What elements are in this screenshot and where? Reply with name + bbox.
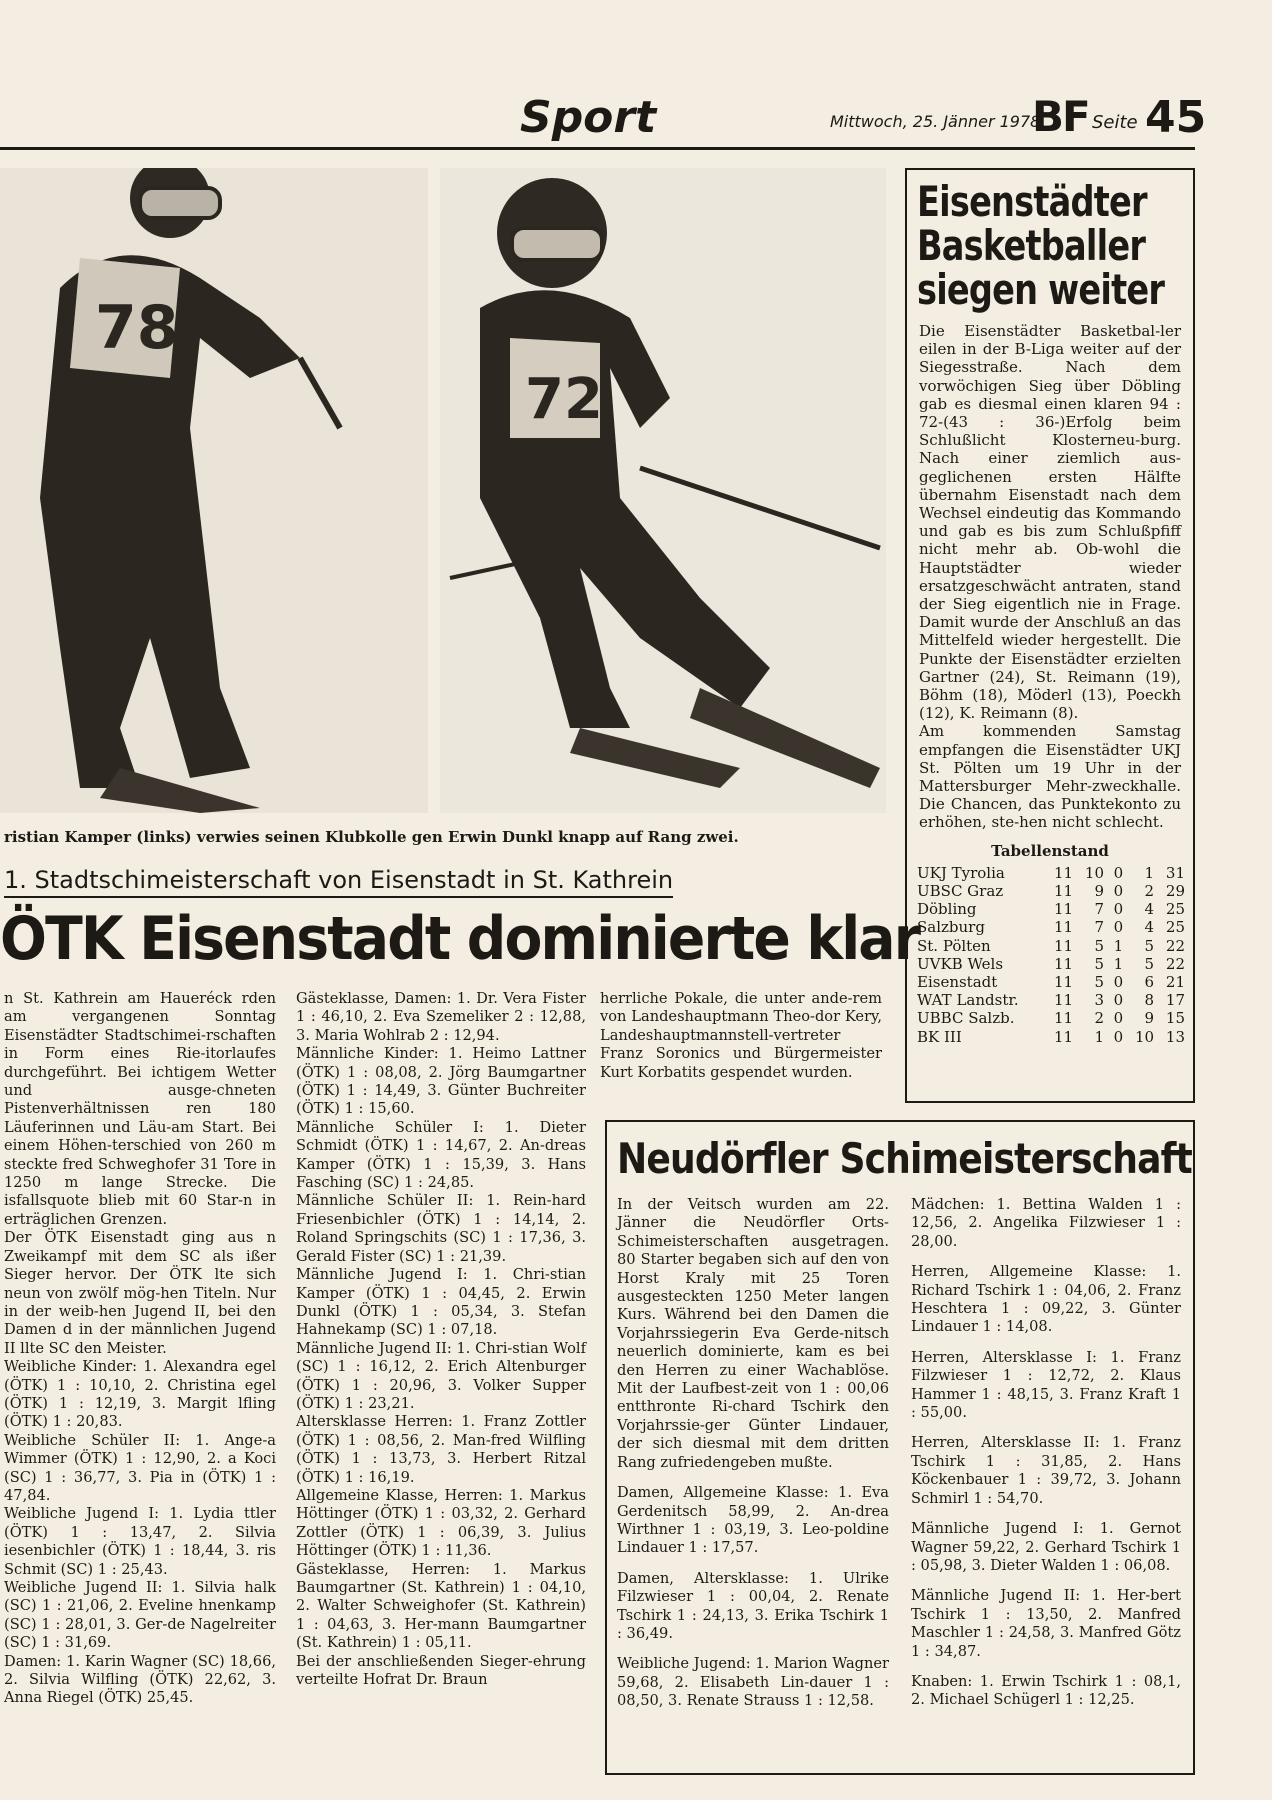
team-name: Döbling (917, 900, 977, 919)
headline-line: Eisenstädter (917, 177, 1147, 226)
result-paragraph: Männliche Jugend I: 1. Chri-stian Kamper (ÖTK) 1 : 04,45, 2. Erwin Dunkl (ÖTK) 1 : 05,34, 3. Stefan Hahnekamp (SC) 1 : 07,18. (296, 1266, 586, 1339)
standings-value: 0 (1113, 972, 1124, 991)
standings-value: 9 (1094, 881, 1105, 900)
team-name: UVKB Wels (917, 954, 1004, 973)
result-paragraph: Damen, Altersklasse: 1. Ulrike Filzwieser 1 : 00,04, 2. Renate Tschirk 1 : 24,13, 3. Erika Tschirk 1 : 36,49. (617, 1569, 889, 1642)
standings-value: 11 (1054, 863, 1074, 882)
header-rule (0, 147, 1195, 150)
standings-row (917, 955, 1185, 973)
standings-value: 5 (1144, 954, 1155, 973)
standings-value: 0 (1113, 900, 1124, 919)
section-title: Sport (520, 92, 657, 143)
standings-value: 0 (1113, 863, 1124, 882)
standings-value: 4 (1144, 900, 1155, 919)
headline-line: siegen weiter (917, 265, 1165, 314)
article-column-1 (4, 990, 276, 1708)
standings-row (917, 991, 1185, 1009)
svg-text:72: 72 (525, 367, 603, 432)
article-headline: ÖTK Eisenstadt dominierte klar (0, 904, 920, 974)
headline-line: Basketballer (917, 221, 1146, 270)
standings-value: 5 (1094, 972, 1105, 991)
team-name: BK III (917, 1027, 962, 1046)
standings-value: 15 (1165, 1009, 1185, 1028)
standings-value: 5 (1094, 954, 1105, 973)
result-paragraph: Gästeklasse, Herren: 1. Markus Baumgartner (St. Kathrein) 1 : 04,10, 2. Walter Schweighofer (St. Kathrein) 1 : 04,63, 3. Her-mann Baumgartner (St. Kathrein) 1 : 05,11. (296, 1560, 586, 1652)
standings-value: 25 (1165, 900, 1185, 919)
basketball-article (905, 168, 1195, 1103)
standings-row (917, 882, 1185, 900)
standings-value: 21 (1165, 972, 1185, 991)
paragraph: Am kommenden Samstag empfangen die Eisenstädter UKJ St. Pölten um 19 Uhr in der Mattersburger Mehr-zweckhalle. Die Chancen, das Punktekonto zu erhöhen, ste-hen nicht schlecht. (919, 722, 1181, 832)
standings-value: 11 (1054, 1009, 1074, 1028)
standings-title: Tabellenstand (991, 841, 1109, 860)
neudoerfl-article (605, 1120, 1195, 1775)
result-paragraph: Weibliche Schüler II: 1. Ange-a Wimmer (ÖTK) 1 : 12,90, 2. a Koci (SC) 1 : 36,77, 3. Pia in (ÖTK) 1 : 47,84. (4, 1431, 276, 1504)
standings-value: 29 (1165, 881, 1185, 900)
team-name: UBBC Salzb. (917, 1009, 1015, 1028)
result-paragraph: Damen: 1. Karin Wagner (SC) 18,66, 2. Silvia Wilfling (ÖTK) 22,62, 3. Anna Riegel (ÖTK) 25,45. (4, 1652, 276, 1707)
standings-value: 13 (1165, 1027, 1185, 1046)
standings-value: 31 (1165, 863, 1185, 882)
paragraph: Der ÖTK Eisenstadt ging aus n Zweikampf mit dem SC als ißer Sieger hervor. Der ÖTK lte sich neun von zwölf mög-hen Titeln. Nur in der weib-hen Jugend II, bei den Damen d in der männlichen Jugend II llte SC den Meister. (4, 1229, 276, 1357)
team-name: Salzburg (917, 918, 985, 937)
standings-value: 10 (1134, 1027, 1155, 1046)
result-paragraph: Mädchen: 1. Bettina Walden 1 : 12,56, 2. Angelika Filzwieser 1 : 28,00. (911, 1196, 1181, 1250)
standings-value: 10 (1084, 863, 1105, 882)
standings-row (917, 918, 1185, 936)
standings-value: 11 (1054, 954, 1074, 973)
svg-text:78: 78 (95, 293, 179, 363)
standings-value: 17 (1165, 991, 1185, 1010)
team-name: Eisenstadt (917, 972, 998, 991)
paragraph: Bei der anschließenden Sieger-ehrung verteilte Hofrat Dr. Braun (296, 1652, 586, 1689)
team-name: WAT Landstr. (917, 991, 1019, 1010)
standings-value: 22 (1165, 954, 1185, 973)
result-paragraph: Männliche Kinder: 1. Heimo Lattner (ÖTK) 1 : 08,08, 2. Jörg Baumgartner (ÖTK) 1 : 14,49, 3. Günter Buchreiter (ÖTK) 1 : 15,60. (296, 1045, 586, 1118)
neudoerfl-column-2 (911, 1196, 1181, 1710)
result-paragraph: Altersklasse Herren: 1. Franz Zottler (ÖTK) 1 : 08,56, 2. Man-fred Wilfling (ÖTK) 1 : 13,73, 3. Herbert Ritzal (ÖTK) 1 : 16,19. (296, 1413, 586, 1486)
standings-row (917, 937, 1185, 955)
result-paragraph: Männliche Schüler II: 1. Rein-hard Friesenbichler (ÖTK) 1 : 14,14, 2. Roland Springschits (SC) 1 : 17,36, 3. Gerald Fister (SC) 1 : 21,39. (296, 1192, 586, 1265)
standings-value: 11 (1054, 918, 1074, 937)
standings-value: 11 (1054, 881, 1074, 900)
paragraph: In der Veitsch wurden am 22. Jänner die Neudörfler Orts-Schimeisterschaften ausgetragen. 80 Starter begaben sich auf den von Horst Kraly mit 25 Toren ausgesteckten 1250 Meter langen Kurs. Während bei den Damen die Vorjahrssiegerin Eva Gerde-nitsch neuerlich dominierte, kam es bei den Herren zu einer Wachablöse. Mit der Laufbest-zeit von 1 : 00,06 entthronte Ri-chard Tschirk den Vorjahrssie-ger Günter Lindauer, der sich diesmal mit dem dritten Rang zufriedengeben mußte. (617, 1196, 889, 1471)
result-paragraph: Männliche Jugend II: 1. Her-bert Tschirk 1 : 13,50, 2. Manfred Maschler 1 : 24,58, 3. Manfred Götz 1 : 34,87. (911, 1587, 1181, 1660)
standings-value: 5 (1144, 936, 1155, 955)
neudoerfl-headline: Neudörfler Schimeisterschaft (617, 1134, 1192, 1183)
article-column-3 (600, 990, 882, 1082)
issue-date: Mittwoch, 25. Jänner 1978 (830, 112, 1041, 131)
paragraph: n St. Kathrein am Haueréck rden am vergangenen Sonntag Eisenstädter Stadtschimei-rschaften in Form eines Rie-itorlaufes durchgeführt. Bei ichtigem Wetter und ausge-chneten Pistenverhältnissen ren 180 Läuferinnen und Läu-am Start. Bei einem Höhen-terschied von 260 m steckte fred Schweghofer 31 Tore in 1250 m lange Strecke. Die isfallsquote blieb mit 60 Star-n in erträglichen Grenzen. (4, 990, 276, 1228)
standings-value: 11 (1054, 900, 1074, 919)
team-name: St. Pölten (917, 936, 991, 955)
page-label: Seite (1092, 112, 1138, 133)
standings-value: 0 (1113, 1027, 1124, 1046)
standings-row (917, 864, 1185, 882)
standings-value: 0 (1113, 881, 1124, 900)
team-name: UBSC Graz (917, 881, 1004, 900)
article-column-2 (296, 990, 586, 1689)
standings-value: 0 (1113, 991, 1124, 1010)
paragraph: herrliche Pokale, die unter ande-rem von Landeshauptmann Theo-dor Kery, Landeshauptmannstell-vertreter Franz Soronics und Bürgermeister Kurt Korbatits gespendet wurden. (600, 990, 882, 1081)
standings-row (917, 900, 1185, 918)
standings-value: 1 (1113, 954, 1124, 973)
standings-value: 0 (1113, 918, 1124, 937)
skier-photo-right (440, 168, 886, 813)
basketball-headline (917, 177, 1165, 314)
result-paragraph: Weibliche Kinder: 1. Alexandra egel (ÖTK) 1 : 10,10, 2. Christina egel (ÖTK) 1 : 12,19, 3. Margit lfling (ÖTK) 1 : 20,83. (4, 1358, 276, 1431)
team-name: UKJ Tyrolia (917, 863, 1005, 882)
standings-row (917, 973, 1185, 991)
standings-value: 11 (1054, 1027, 1074, 1046)
standings-value: 25 (1165, 918, 1185, 937)
standings-row (917, 1009, 1185, 1027)
result-paragraph: Männliche Jugend II: 1. Chri-stian Wolf (SC) 1 : 16,12, 2. Erich Altenburger (ÖTK) 1 : 20,96, 3. Volker Supper (ÖTK) 1 : 23,21. (296, 1339, 586, 1412)
neudoerfl-column-1 (617, 1196, 889, 1711)
result-paragraph: Weibliche Jugend II: 1. Silvia halk (SC) 1 : 21,06, 2. Eveline hnenkamp (SC) 1 : 28,01, 3. Ger-de Nagelreiter (SC) 1 : 31,69. (4, 1579, 276, 1652)
result-paragraph: Männliche Jugend I: 1. Gernot Wagner 59,22, 2. Gerhard Tschirk 1 : 05,98, 3. Dieter Walden 1 : 06,08. (911, 1520, 1181, 1574)
result-paragraph: Herren, Altersklasse II: 1. Franz Tschirk 1 : 31,85, 2. Hans Köckenbauer 1 : 39,72, 3. Johann Schmirl 1 : 54,70. (911, 1434, 1181, 1507)
standings-value: 8 (1144, 991, 1155, 1010)
standings-value: 2 (1144, 881, 1155, 900)
result-paragraph: Gästeklasse, Damen: 1. Dr. Vera Fister 1 : 46,10, 2. Eva Szemeliker 2 : 12,88, 3. Maria Wohlrab 2 : 12,94. (296, 990, 586, 1044)
standings-value: 4 (1144, 918, 1155, 937)
skier-photo-left (0, 168, 428, 813)
result-paragraph: Männliche Schüler I: 1. Dieter Schmidt (ÖTK) 1 : 14,67, 2. An-dreas Kamper (ÖTK) 1 : 15,39, 3. Hans Fasching (SC) 1 : 24,85. (296, 1118, 586, 1192)
standings-value: 0 (1113, 1009, 1124, 1028)
paragraph: Die Eisenstädter Basketbal-ler eilen in der B-Liga weiter auf der Siegesstraße. Nach dem vorwöchigen Sieg über Döbling gab es diesmal einen klaren 94 : 72-(43 : 36-)Erfolg beim Schlußlicht Klosterneu-burg. Nach einer ziemlich aus-geglichenen ersten Hälfte übernahm Eisenstadt nach dem Wechsel eindeutig das Kommando und gab es bis zum Schlußpfiff nicht mehr ab. Ob-wohl die Hauptstädter wieder ersatzgeschwächt antraten, stand der Sieg eigentlich nie in Frage. Damit wurde der Anschluß an das Mittelfeld wieder hergestellt. Die Punkte der Eisenstädter erzielten Gartner (24), St. Reimann (19), Böhm (18), Möderl (13), Poeckh (12), K. Reimann (8). (919, 322, 1181, 723)
result-paragraph: Weibliche Jugend I: 1. Lydia ttler (ÖTK) 1 : 13,47, 2. Silvia iesenbichler (ÖTK) 1 : 18,44, 3. ris Schmit (SC) 1 : 25,43. (4, 1505, 276, 1578)
article-kicker: 1. Stadtschimeisterschaft von Eisenstadt in St. Kathrein (4, 866, 673, 898)
standings-value: 1 (1144, 863, 1155, 882)
result-paragraph: Knaben: 1. Erwin Tschirk 1 : 08,1, 2. Michael Schügerl 1 : 12,25. (911, 1672, 1181, 1709)
standings-value: 1 (1113, 936, 1124, 955)
result-paragraph: Herren, Allgemeine Klasse: 1. Richard Tschirk 1 : 04,06, 2. Franz Heschtera 1 : 09,22, 3. Günter Lindauer 1 : 14,08. (911, 1263, 1181, 1336)
result-paragraph: Herren, Altersklasse I: 1. Franz Filzwieser 1 : 12,72, 2. Klaus Hammer 1 : 48,15, 3. Franz Kraft 1 : 55,00. (911, 1348, 1181, 1422)
standings-value: 5 (1094, 936, 1105, 955)
result-paragraph: Allgemeine Klasse, Herren: 1. Markus Höttinger (ÖTK) 1 : 03,32, 2. Gerhard Zottler (ÖTK) 1 : 06,39, 3. Julius Höttinger (ÖTK) 1 : 11,36. (296, 1486, 586, 1560)
standings-table (917, 864, 1185, 1046)
result-paragraph: Damen, Allgemeine Klasse: 1. Eva Gerdenitsch 58,99, 2. An-drea Wirthner 1 : 03,19, 3. Leo-poldine Lindauer 1 : 17,57. (617, 1484, 889, 1557)
standings-value: 3 (1094, 991, 1105, 1010)
standings-value: 22 (1165, 936, 1185, 955)
standings-value: 6 (1144, 972, 1155, 991)
standings-value: 7 (1094, 900, 1105, 919)
page-number: 45 (1145, 92, 1207, 143)
standings-value: 7 (1094, 918, 1105, 937)
standings-value: 11 (1054, 936, 1074, 955)
standings-value: 1 (1094, 1027, 1105, 1046)
standings-value: 11 (1054, 991, 1074, 1010)
basketball-body (917, 322, 1183, 832)
result-paragraph: Weibliche Jugend: 1. Marion Wagner 59,68, 2. Elisabeth Lin-dauer 1 : 08,50, 3. Renate Strauss 1 : 12,58. (617, 1655, 889, 1710)
standings-value: 11 (1054, 972, 1074, 991)
photo-caption: ristian Kamper (links) verwies seinen Klubkolle gen Erwin Dunkl knapp auf Rang zwei. (4, 828, 739, 846)
standings-value: 2 (1094, 1009, 1105, 1028)
newspaper-logo: BF (1032, 92, 1089, 141)
standings-value: 9 (1144, 1009, 1155, 1028)
standings-row (917, 1028, 1185, 1046)
